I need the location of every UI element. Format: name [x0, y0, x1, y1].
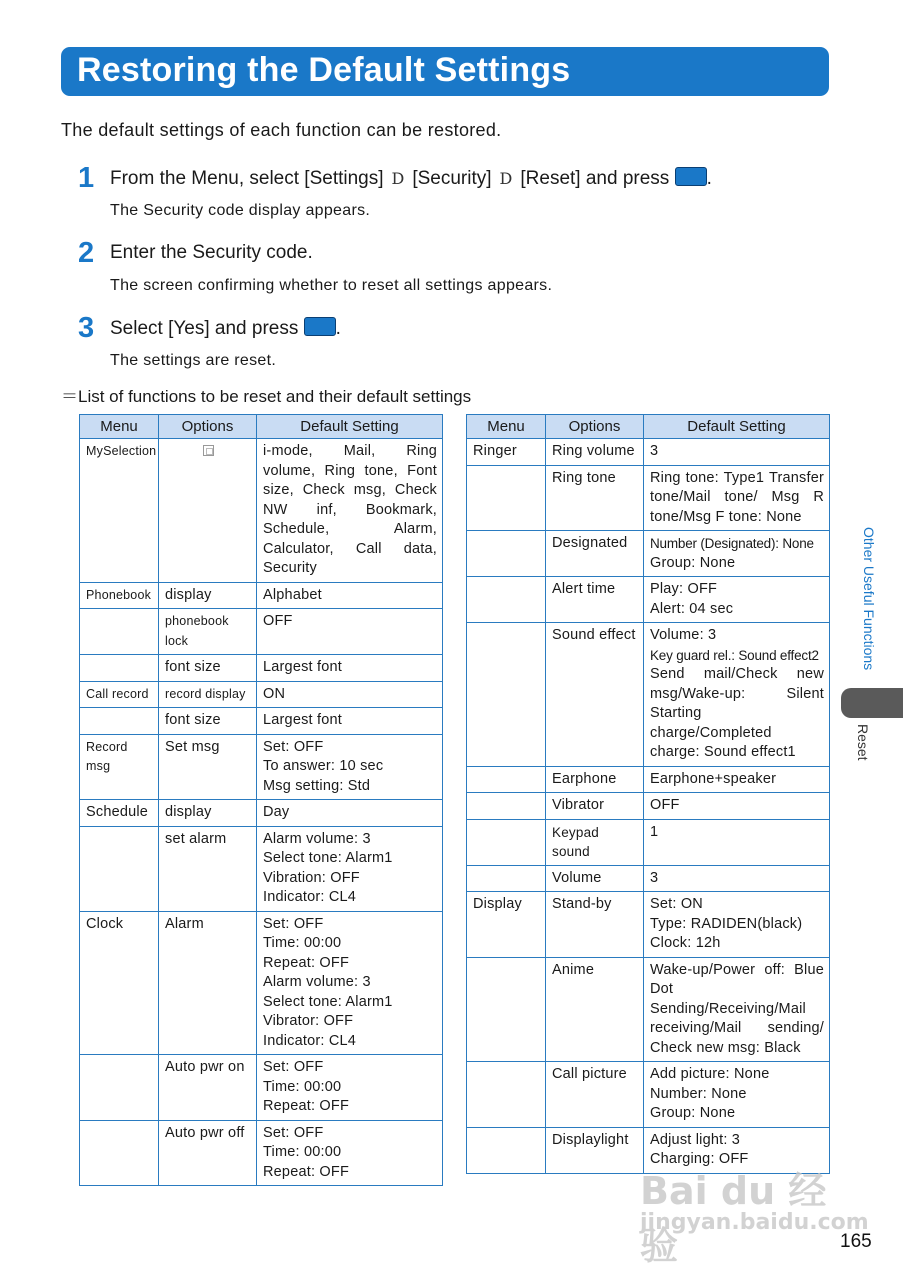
table-row — [467, 957, 830, 1062]
table-row — [467, 766, 830, 793]
default-cell: Volume: 3 Key guard rel.: Sound effect2 Send mail/Check new msg/Wake-up: Silent Starting charge/Completed charge: Sound effect1 — [644, 623, 830, 767]
table-row — [80, 439, 443, 583]
default-cell: Number (Designated): None Group: None — [644, 531, 830, 577]
table-row — [80, 734, 443, 800]
default-cell: OFF — [644, 793, 830, 820]
table-row — [80, 826, 443, 911]
list-heading: ＝List of functions to be reset and their default settings — [61, 387, 472, 406]
default-cell: Largest font — [257, 708, 443, 735]
default-cell: Alarm volume: 3 Select tone: Alarm1 Vibration: OFF Indicator: CL4 — [257, 826, 443, 911]
default-cell: ON — [257, 681, 443, 708]
default-cell: 3 — [644, 439, 830, 466]
option-cell: Auto pwr off — [159, 1120, 257, 1186]
option-cell: Alert time — [546, 577, 644, 623]
table-row — [80, 681, 443, 708]
default-cell: Set: OFF Time: 00:00 Repeat: OFF — [257, 1055, 443, 1121]
table-row — [80, 1055, 443, 1121]
enter-key-icon — [304, 317, 336, 336]
menu-cell: Phonebook — [80, 582, 159, 609]
default-cell: Largest font — [257, 655, 443, 682]
default-cell: Add picture: None Number: None Group: None — [644, 1062, 830, 1128]
table-row — [467, 439, 830, 466]
enter-key-icon — [675, 167, 707, 186]
table-row — [80, 708, 443, 735]
table-row — [467, 577, 830, 623]
step-text-c: [Reset] and press — [520, 168, 670, 189]
option-cell: Set msg — [159, 734, 257, 800]
step-number: 1 — [78, 162, 95, 194]
table-row — [80, 609, 443, 655]
table-row — [467, 819, 830, 865]
header-options: Options — [159, 415, 257, 439]
option-cell: Sound effect — [546, 623, 644, 767]
checkbox-icon — [203, 445, 214, 456]
default-cell: Set: OFF Time: 00:00 Repeat: OFF — [257, 1120, 443, 1186]
option-cell: display — [159, 582, 257, 609]
menu-cell: Call record — [80, 681, 159, 708]
page-title: Restoring the Default Settings — [77, 51, 571, 89]
table-row — [467, 892, 830, 958]
table-row — [80, 1120, 443, 1186]
option-cell: Ring tone — [546, 465, 644, 531]
option-cell — [159, 439, 257, 583]
option-cell: Call picture — [546, 1062, 644, 1128]
default-cell: Earphone+speaker — [644, 766, 830, 793]
menu-cell: Schedule — [80, 800, 159, 827]
page-number: 165 — [840, 1231, 872, 1252]
option-cell: Keypad sound — [546, 819, 644, 865]
step-text: Select [Yes] and press — [110, 318, 299, 339]
step-instruction: From the Menu, select [Settings] D [Security] D [Reset] and press . — [110, 168, 712, 189]
step-result: The screen confirming whether to reset all settings appears. — [110, 277, 553, 294]
step-number: 2 — [78, 237, 95, 269]
watermark-logo: Bai du 经验 — [640, 1169, 827, 1268]
step-result: The Security code display appears. — [110, 202, 371, 219]
default-cell: 1 — [644, 819, 830, 865]
default-cell: Day — [257, 800, 443, 827]
option-cell: set alarm — [159, 826, 257, 911]
header-default: Default Setting — [257, 415, 443, 439]
table-header-row — [80, 415, 443, 439]
title-bar — [61, 47, 829, 96]
table-header-row — [467, 415, 830, 439]
default-cell: Set: OFF Time: 00:00 Repeat: OFF Alarm volume: 3 Select tone: Alarm1 Vibrator: OFF Indicator: CL4 — [257, 911, 443, 1055]
option-cell: Displaylight — [546, 1127, 644, 1173]
option-cell: phonebook lock — [159, 609, 257, 655]
subsection-label: Reset — [855, 724, 871, 761]
table-row — [467, 465, 830, 531]
menu-cell: MySelection — [80, 439, 159, 583]
menu-cell: Record msg — [80, 734, 159, 800]
arrow-icon: D — [499, 169, 513, 188]
table-row — [80, 655, 443, 682]
arrow-icon: D — [391, 169, 405, 188]
option-cell: Designated — [546, 531, 644, 577]
option-cell: Anime — [546, 957, 644, 1062]
header-default: Default Setting — [644, 415, 830, 439]
settings-table-right — [466, 414, 830, 1174]
default-cell: OFF — [257, 609, 443, 655]
option-cell: Ring volume — [546, 439, 644, 466]
header-menu: Menu — [80, 415, 159, 439]
option-cell: Auto pwr on — [159, 1055, 257, 1121]
default-cell: Play: OFF Alert: 04 sec — [644, 577, 830, 623]
step-instruction: Enter the Security code. — [110, 242, 313, 263]
step-text-b: [Security] — [412, 168, 492, 189]
table-row — [467, 865, 830, 892]
settings-table-left — [79, 414, 443, 1186]
table-row — [467, 623, 830, 767]
step-instruction: Select [Yes] and press . — [110, 318, 341, 339]
step-number: 3 — [78, 312, 95, 344]
table-row — [467, 1062, 830, 1128]
watermark-url: jingyan.baidu.com — [640, 1210, 869, 1235]
default-cell: Set: ON Type: RADIDEN(black) Clock: 12h — [644, 892, 830, 958]
default-cell: Wake-up/Power off: Blue Dot Sending/Receiving/Mail receiving/Mail sending/ Check new msg: Black — [644, 957, 830, 1062]
step-result: The settings are reset. — [110, 352, 277, 369]
section-label: Other Useful Functions — [861, 527, 877, 671]
section-tab — [841, 688, 903, 718]
option-cell: Earphone — [546, 766, 644, 793]
option-cell: font size — [159, 708, 257, 735]
menu-cell: Clock — [80, 911, 159, 1055]
default-cell: Ring tone: Type1 Transfer tone/Mail tone/ Msg R tone/Msg F tone: None — [644, 465, 830, 531]
table-row — [80, 800, 443, 827]
option-cell: record display — [159, 681, 257, 708]
option-cell: Volume — [546, 865, 644, 892]
option-cell: Stand-by — [546, 892, 644, 958]
option-cell: Alarm — [159, 911, 257, 1055]
option-cell: font size — [159, 655, 257, 682]
table-row — [80, 911, 443, 1055]
option-cell: Vibrator — [546, 793, 644, 820]
default-cell: Alphabet — [257, 582, 443, 609]
table-row — [467, 531, 830, 577]
default-cell: Set: OFF To answer: 10 sec Msg setting: Std — [257, 734, 443, 800]
default-cell: i-mode, Mail, Ring volume, Ring tone, Font size, Check msg, Check NW inf, Bookmark, Schedule, Alarm, Calculator, Call data, Security — [257, 439, 443, 583]
option-cell: display — [159, 800, 257, 827]
menu-cell: Display — [467, 892, 546, 958]
step-text-a: From the Menu, select [Settings] — [110, 168, 384, 189]
header-options: Options — [546, 415, 644, 439]
header-menu: Menu — [467, 415, 546, 439]
default-cell: Adjust light: 3 Charging: OFF — [644, 1127, 830, 1173]
table-row — [467, 793, 830, 820]
default-cell: 3 — [644, 865, 830, 892]
table-row — [80, 582, 443, 609]
intro-text: The default settings of each function can be restored. — [61, 120, 502, 140]
menu-cell: Ringer — [467, 439, 546, 466]
